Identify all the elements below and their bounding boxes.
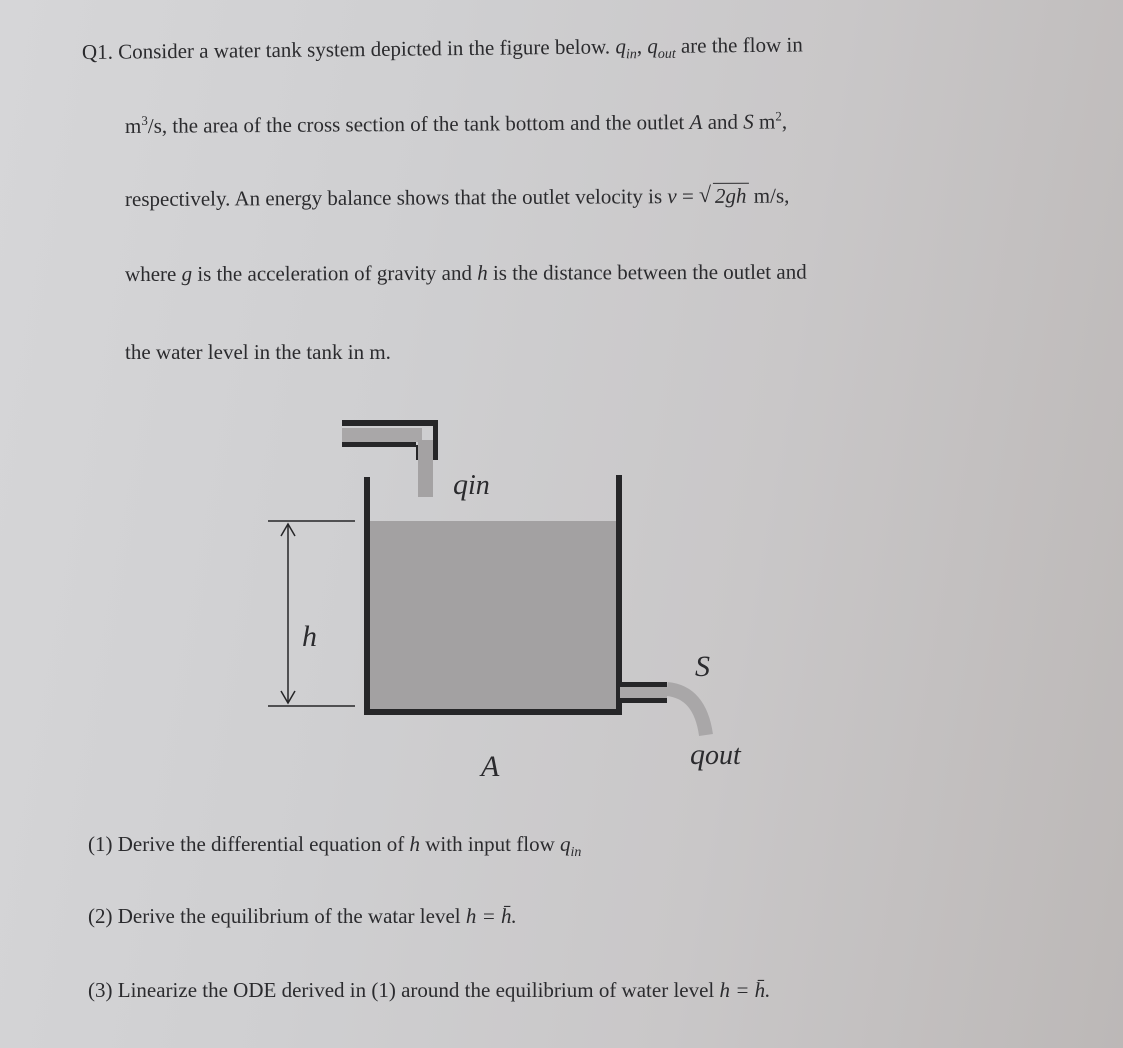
inflow-stream — [418, 440, 433, 497]
inflow-pipe-top-wall — [342, 420, 438, 426]
q-in-symbol: $q_{in}$ — [615, 34, 637, 63]
subquestion-2-equation: h = h̄. — [465, 904, 517, 928]
symbol-separator: , — [636, 34, 643, 59]
question-line-2-text: /s, the area of the cross section of the tank bottom and the outlet — [147, 110, 685, 138]
label-q-in: qin — [453, 468, 490, 501]
inflow-pipe-channel — [342, 428, 422, 442]
symbol-v: v — [667, 184, 677, 209]
subquestion-2-text: (2) Derive the equilibrium of the watar level — [88, 904, 461, 928]
tank-right-wall — [616, 475, 622, 715]
sqrt-expression: √ 2gh — [698, 181, 747, 208]
tank-left-wall — [364, 477, 370, 715]
symbol-A: A — [689, 109, 703, 135]
outlet-pipe-top — [620, 682, 667, 687]
question-line-4-mid: is the acceleration of gravity and — [197, 260, 472, 286]
symbol-g: g — [181, 261, 193, 286]
tank-bottom — [364, 709, 622, 715]
outflow-stream — [667, 689, 706, 735]
subquestion-2 — [88, 904, 517, 929]
outlet-pipe-bottom — [620, 698, 667, 703]
tank-water — [369, 521, 618, 710]
unit-m3: $m^3$ — [124, 112, 148, 138]
question-intro: Consider a water tank system depicted in the figure below. — [118, 34, 611, 64]
subquestion-1-text: (1) Derive the differential equation of — [88, 832, 405, 856]
question-line-5: the water level in the tank in m. — [125, 340, 391, 364]
label-S: S — [695, 650, 710, 683]
question-line-1-tail: are the flow in — [680, 32, 803, 58]
equals-sign: = — [681, 184, 694, 209]
unit-m-per-s: m/s, — [753, 183, 790, 208]
label-q-out: qout — [690, 738, 741, 771]
outlet-pipe-channel — [620, 687, 667, 698]
subquestion-1-mid: with input flow — [425, 832, 555, 856]
label-A: A — [481, 750, 500, 783]
inflow-pipe-right-wall — [433, 422, 438, 460]
subquestion-1-symbol-h: h — [409, 832, 420, 856]
symbol-S: S — [743, 109, 754, 134]
subquestion-1-q-in: $q_{in}$ — [559, 832, 582, 860]
question-number: Q1. — [81, 39, 114, 64]
subquestion-3-equation: h = h̄. — [719, 978, 771, 1002]
unit-m2: $m^2$ — [758, 108, 782, 134]
label-h: h — [302, 620, 317, 653]
question-line-4-tail: is the distance between the outlet and — [492, 259, 807, 285]
word-where: where — [124, 261, 177, 286]
symbol-h: h — [477, 260, 488, 285]
comma: , — [781, 109, 788, 134]
subquestion-3 — [88, 978, 770, 1003]
subquestion-1 — [88, 832, 581, 861]
question-line-3-text: respectively. An energy balance shows that the outlet velocity is — [124, 184, 663, 211]
subquestion-3-text: (3) Linearize the ODE derived in (1) around the equilibrium of water level — [88, 978, 715, 1002]
word-and: and — [707, 109, 739, 134]
q-out-symbol: $q_{out}$ — [647, 33, 676, 62]
inflow-pipe-bottom-wall — [342, 442, 416, 447]
